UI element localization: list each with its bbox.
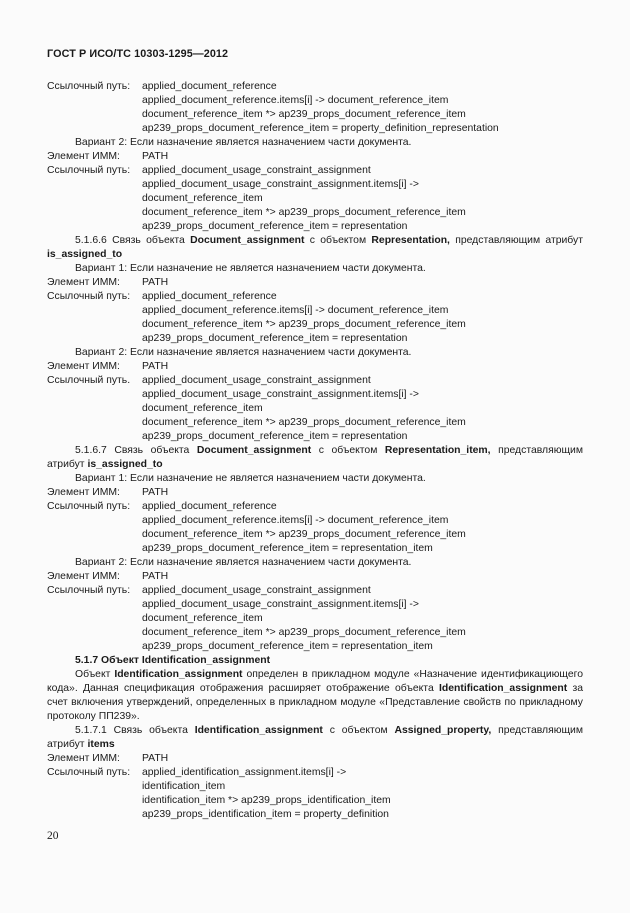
indented-line xyxy=(47,654,583,668)
mapping-label: Элемент ИММ: xyxy=(47,277,120,288)
bold-term: 5.1.7 Объект Identification_assignment xyxy=(75,655,271,666)
mapping-value: ap239_props_document_reference_item = representation xyxy=(142,333,408,344)
mapping-row xyxy=(47,332,583,346)
mapping-row xyxy=(47,304,583,318)
mapping-row xyxy=(47,752,583,766)
text-run: представляющим атрибут xyxy=(449,235,583,246)
mapping-value: ap239_props_document_reference_item = representation_item xyxy=(142,641,433,652)
mapping-value: applied_document_usage_constraint_assignment.items[i] -> xyxy=(142,389,419,400)
mapping-value: applied_document_reference xyxy=(142,291,277,302)
mapping-value: applied_document_usage_constraint_assignment xyxy=(142,585,371,596)
mapping-value: document_reference_item *> ap239_props_document_reference_item xyxy=(142,207,466,218)
mapping-value: applied_document_usage_constraint_assignment xyxy=(142,375,371,386)
paragraph xyxy=(47,724,583,752)
mapping-row xyxy=(47,542,583,556)
mapping-row xyxy=(47,374,583,388)
text-run: определен в прикладном модуле «Назначение идентификациющего кода». Данная спецификация отображения расширяет отображение объекта xyxy=(47,669,583,694)
mapping-row xyxy=(47,402,583,416)
mapping-value: applied_document_reference.items[i] -> document_reference_item xyxy=(142,305,449,316)
mapping-row xyxy=(47,612,583,626)
mapping-row xyxy=(47,388,583,402)
mapping-label: Элемент ИММ: xyxy=(47,571,120,582)
text-run: 5.1.6.7 Связь объекта xyxy=(75,445,197,456)
indented-line xyxy=(47,472,583,486)
mapping-row xyxy=(47,206,583,220)
mapping-value: PATH xyxy=(142,753,169,764)
mapping-value: document_reference_item *> ap239_props_document_reference_item xyxy=(142,627,466,638)
bold-term: Representation_item, xyxy=(384,445,491,456)
mapping-value: applied_document_usage_constraint_assignment.items[i] -> xyxy=(142,179,419,190)
mapping-value: applied_document_reference.items[i] -> document_reference_item xyxy=(142,95,449,106)
mapping-row xyxy=(47,570,583,584)
indented-line xyxy=(47,556,583,570)
mapping-value: document_reference_item *> ap239_props_document_reference_item xyxy=(142,109,466,120)
mapping-row xyxy=(47,80,583,94)
mapping-value: applied_identification_assignment.items[i] -> xyxy=(142,767,347,778)
mapping-row xyxy=(47,486,583,500)
mapping-value: applied_document_usage_constraint_assignment xyxy=(142,165,371,176)
text-run: Объект xyxy=(75,669,115,680)
mapping-value: ap239_props_document_reference_item = property_definition_representation xyxy=(142,123,499,134)
bold-term: Identification_assignment xyxy=(194,725,323,736)
mapping-label: Элемент ИММ: xyxy=(47,487,120,498)
mapping-row xyxy=(47,500,583,514)
mapping-value: PATH xyxy=(142,151,169,162)
mapping-row xyxy=(47,528,583,542)
mapping-value: PATH xyxy=(142,571,169,582)
mapping-label: Ссылочный путь: xyxy=(47,81,131,92)
text-run: представляющим атрибут xyxy=(47,445,583,470)
mapping-value: ap239_props_document_reference_item = representation_item xyxy=(142,543,433,554)
document-body xyxy=(47,80,583,822)
mapping-row xyxy=(47,626,583,640)
mapping-value: identification_item *> ap239_props_identification_item xyxy=(142,795,391,806)
mapping-row xyxy=(47,318,583,332)
mapping-value: document_reference_item *> ap239_props_document_reference_item xyxy=(142,417,466,428)
paragraph xyxy=(47,234,583,262)
mapping-label: Ссылочный путь. xyxy=(47,375,131,386)
mapping-row xyxy=(47,122,583,136)
text-run: 5.1.7.1 Связь объекта xyxy=(75,725,195,736)
mapping-value: ap239_props_identification_item = property_definition xyxy=(142,809,389,820)
mapping-row xyxy=(47,220,583,234)
mapping-row xyxy=(47,94,583,108)
mapping-value: PATH xyxy=(142,277,169,288)
mapping-row xyxy=(47,178,583,192)
mapping-value: ap239_props_document_reference_item = representation xyxy=(142,431,408,442)
mapping-label: Элемент ИММ: xyxy=(47,151,120,162)
mapping-row xyxy=(47,598,583,612)
mapping-row xyxy=(47,150,583,164)
mapping-row xyxy=(47,514,583,528)
mapping-row xyxy=(47,276,583,290)
page-number: 20 xyxy=(47,830,59,842)
mapping-row xyxy=(47,766,583,780)
text-run: Вариант 1: Если назначение не является назначением части документа. xyxy=(75,473,426,484)
mapping-row xyxy=(47,290,583,304)
text-run: с объектом xyxy=(311,445,385,456)
bold-term: items xyxy=(87,739,115,750)
mapping-row xyxy=(47,640,583,654)
text-run: за счет включения утверждений, определенных в прикладном модуле «Представление свойств по прикладному протоколу ПП239». xyxy=(47,683,584,722)
mapping-value: PATH xyxy=(142,487,169,498)
text-run: Вариант 2: Если назначение является назначением части документа. xyxy=(75,557,412,568)
mapping-label: Ссылочный путь: xyxy=(47,291,131,302)
mapping-value: ap239_props_document_reference_item = representation xyxy=(142,221,408,232)
paragraph xyxy=(47,668,583,724)
text-run: с объектом xyxy=(304,235,372,246)
bold-term: Assigned_property, xyxy=(394,725,492,736)
indented-line xyxy=(47,136,583,150)
indented-line xyxy=(47,346,583,360)
mapping-row xyxy=(47,360,583,374)
bold-term: Document_assignment xyxy=(196,445,312,456)
bold-term: Identification_assignment xyxy=(114,669,243,680)
bold-term: Representation, xyxy=(371,235,450,246)
text-run: представляющим атрибут xyxy=(47,725,583,750)
mapping-value: applied_document_usage_constraint_assignment.items[i] -> xyxy=(142,599,419,610)
mapping-row xyxy=(47,164,583,178)
mapping-label: Элемент ИММ: xyxy=(47,361,120,372)
mapping-value: document_reference_item *> ap239_props_document_reference_item xyxy=(142,529,466,540)
mapping-value: applied_document_reference.items[i] -> document_reference_item xyxy=(142,515,449,526)
text-run: 5.1.6.6 Связь объекта xyxy=(75,235,191,246)
mapping-label: Ссылочный путь: xyxy=(47,767,131,778)
mapping-label: Ссылочный путь: xyxy=(47,501,131,512)
document-header: ГОСТ Р ИСО/ТС 10303-1295—2012 xyxy=(47,48,229,60)
mapping-value: document_reference_item xyxy=(142,613,263,624)
mapping-row xyxy=(47,416,583,430)
mapping-row xyxy=(47,794,583,808)
mapping-value: identification_item xyxy=(142,781,226,792)
text-run: Вариант 1: Если назначение не является назначением части документа. xyxy=(75,263,426,274)
mapping-value: document_reference_item xyxy=(142,403,263,414)
mapping-row xyxy=(47,584,583,598)
bold-term: Document_assignment xyxy=(190,235,305,246)
bold-term: is_assigned_to xyxy=(47,249,123,260)
paragraph xyxy=(47,444,583,472)
mapping-row xyxy=(47,192,583,206)
mapping-value: document_reference_item *> ap239_props_document_reference_item xyxy=(142,319,466,330)
bold-term: Identification_assignment xyxy=(439,683,568,694)
mapping-row xyxy=(47,780,583,794)
mapping-row xyxy=(47,108,583,122)
mapping-value: applied_document_reference xyxy=(142,501,277,512)
indented-line xyxy=(47,262,583,276)
text-run: с объектом xyxy=(322,725,395,736)
mapping-label: Ссылочный путь: xyxy=(47,585,131,596)
text-run: Вариант 2: Если назначение является назначением части документа. xyxy=(75,347,412,358)
mapping-label: Ссылочный путь: xyxy=(47,165,131,176)
mapping-value: applied_document_reference xyxy=(142,81,277,92)
mapping-value: PATH xyxy=(142,361,169,372)
text-run: Вариант 2: Если назначение является назначением части документа. xyxy=(75,137,412,148)
mapping-row xyxy=(47,430,583,444)
mapping-value: document_reference_item xyxy=(142,193,263,204)
mapping-label: Элемент ИММ: xyxy=(47,753,120,764)
mapping-row xyxy=(47,808,583,822)
bold-term: is_assigned_to xyxy=(87,459,163,470)
